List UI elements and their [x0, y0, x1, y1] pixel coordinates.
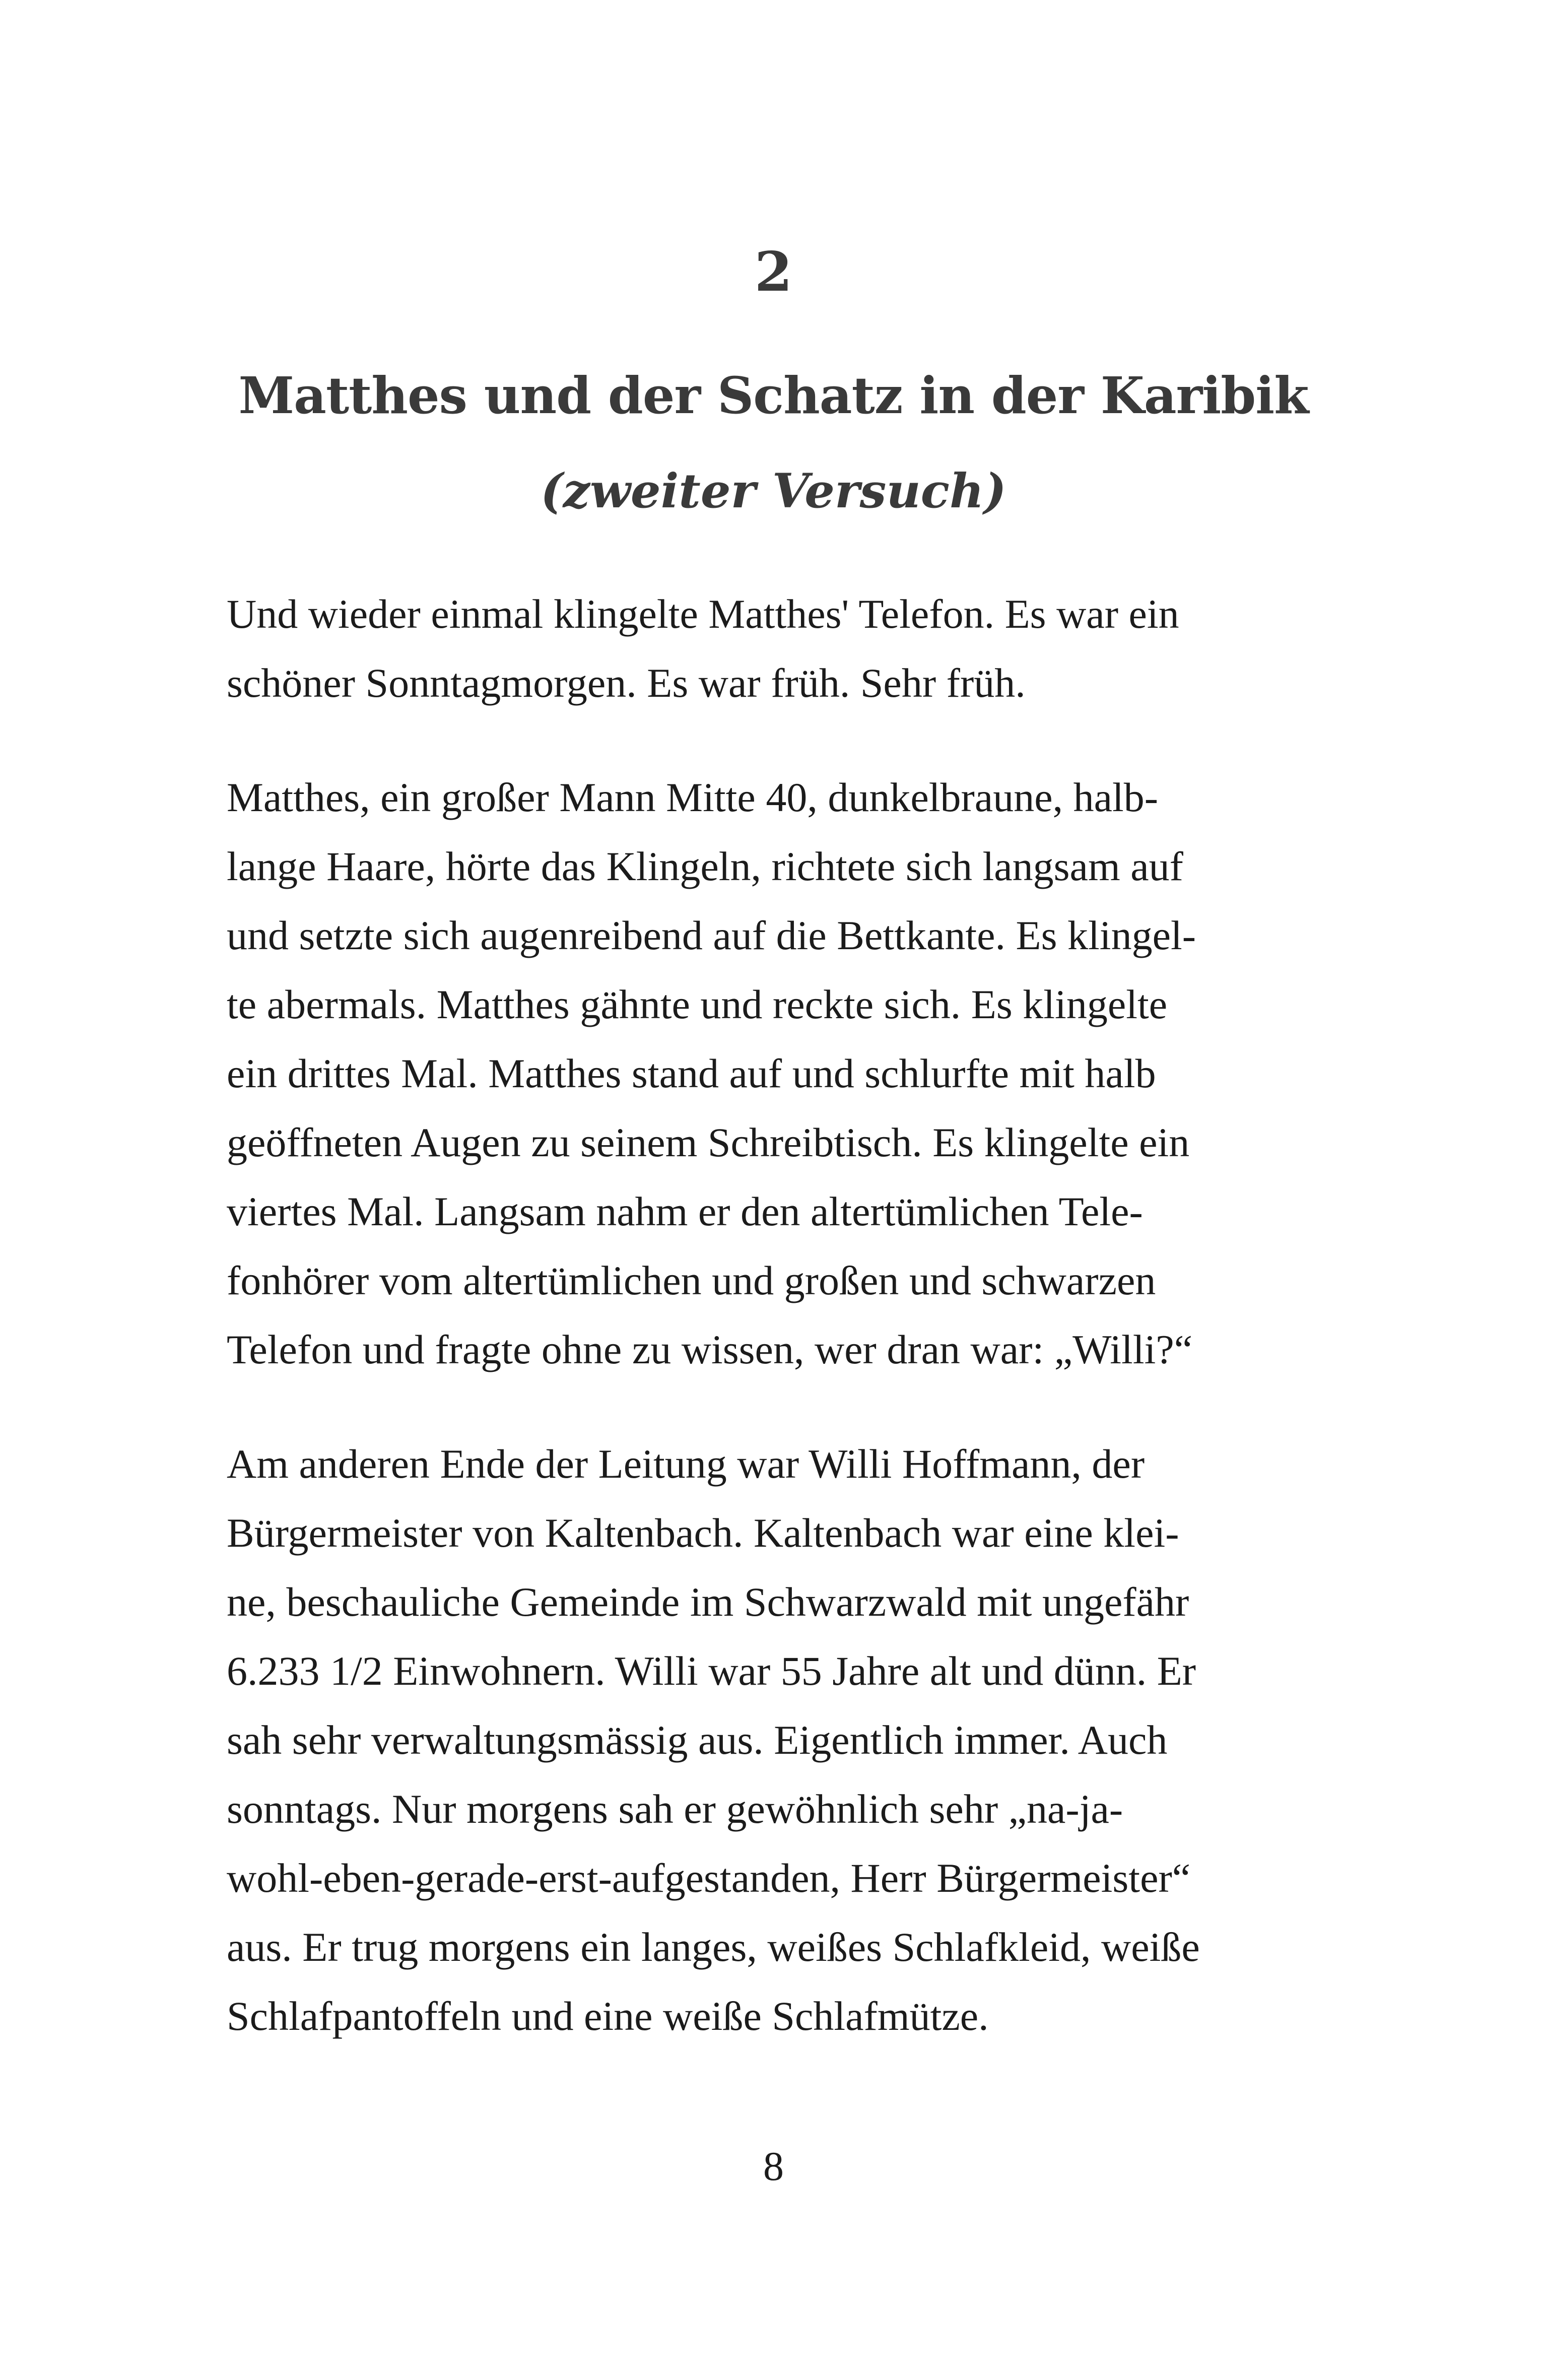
page-number: 8	[763, 2143, 784, 2189]
text-line: Schlafpantoffeln und eine weiße Schlafmütze.	[227, 1993, 989, 2039]
text-line: Telefon und fragte ohne zu wissen, wer dran war: „Willi?“	[227, 1327, 1193, 1372]
text-line: Matthes, ein großer Mann Mitte 40, dunkelbraune, halb-	[227, 774, 1159, 820]
paragraph-3	[227, 1429, 1355, 2051]
text-line: Und wieder einmal klingelte Matthes' Telefon. Es war ein	[227, 591, 1179, 637]
text-line: lange Haare, hörte das Klingeln, richtete sich langsam auf	[227, 843, 1183, 889]
text-line: geöffneten Augen zu seinem Schreibtisch. Es klingelte ein	[227, 1119, 1190, 1165]
text-line: viertes Mal. Langsam nahm er den altertümlichen Tele-	[227, 1188, 1143, 1234]
text-line: aus. Er trug morgens ein langes, weißes Schlafkleid, weiße	[227, 1924, 1200, 1970]
chapter-subtitle: (zweiter Versuch)	[541, 464, 1006, 519]
text-line: wohl-eben-gerade-erst-aufgestanden, Herr Bürgermeister“	[227, 1855, 1191, 1901]
text-line: sonntags. Nur morgens sah er gewöhnlich sehr „na-ja-	[227, 1786, 1123, 1832]
paragraph-2	[227, 763, 1355, 1384]
text-line: sah sehr verwaltungsmässig aus. Eigentlich immer. Auch	[227, 1717, 1168, 1763]
text-line: schöner Sonntagmorgen. Es war früh. Sehr früh.	[227, 660, 1026, 706]
text-line: te abermals. Matthes gähnte und reckte sich. Es klingelte	[227, 981, 1168, 1027]
text-line: und setzte sich augenreibend auf die Bettkante. Es klingel-	[227, 912, 1196, 958]
chapter-number: 2	[754, 240, 793, 304]
text-line: Am anderen Ende der Leitung war Willi Hoffmann, der	[227, 1441, 1145, 1487]
text-line: ein drittes Mal. Matthes stand auf und schlurfte mit halb	[227, 1050, 1156, 1096]
paragraph-1	[227, 579, 1355, 717]
text-line: Bürgermeister von Kaltenbach. Kaltenbach war eine klei-	[227, 1510, 1179, 1556]
chapter-title: Matthes und der Schatz in der Karibik	[238, 366, 1309, 425]
text-line: ne, beschauliche Gemeinde im Schwarzwald mit ungefähr	[227, 1579, 1189, 1625]
body-text	[227, 579, 1355, 2096]
text-line: fonhörer vom altertümlichen und großen und schwarzen	[227, 1258, 1156, 1303]
text-line: 6.233 1/2 Einwohnern. Willi war 55 Jahre alt und dünn. Er	[227, 1648, 1196, 1694]
